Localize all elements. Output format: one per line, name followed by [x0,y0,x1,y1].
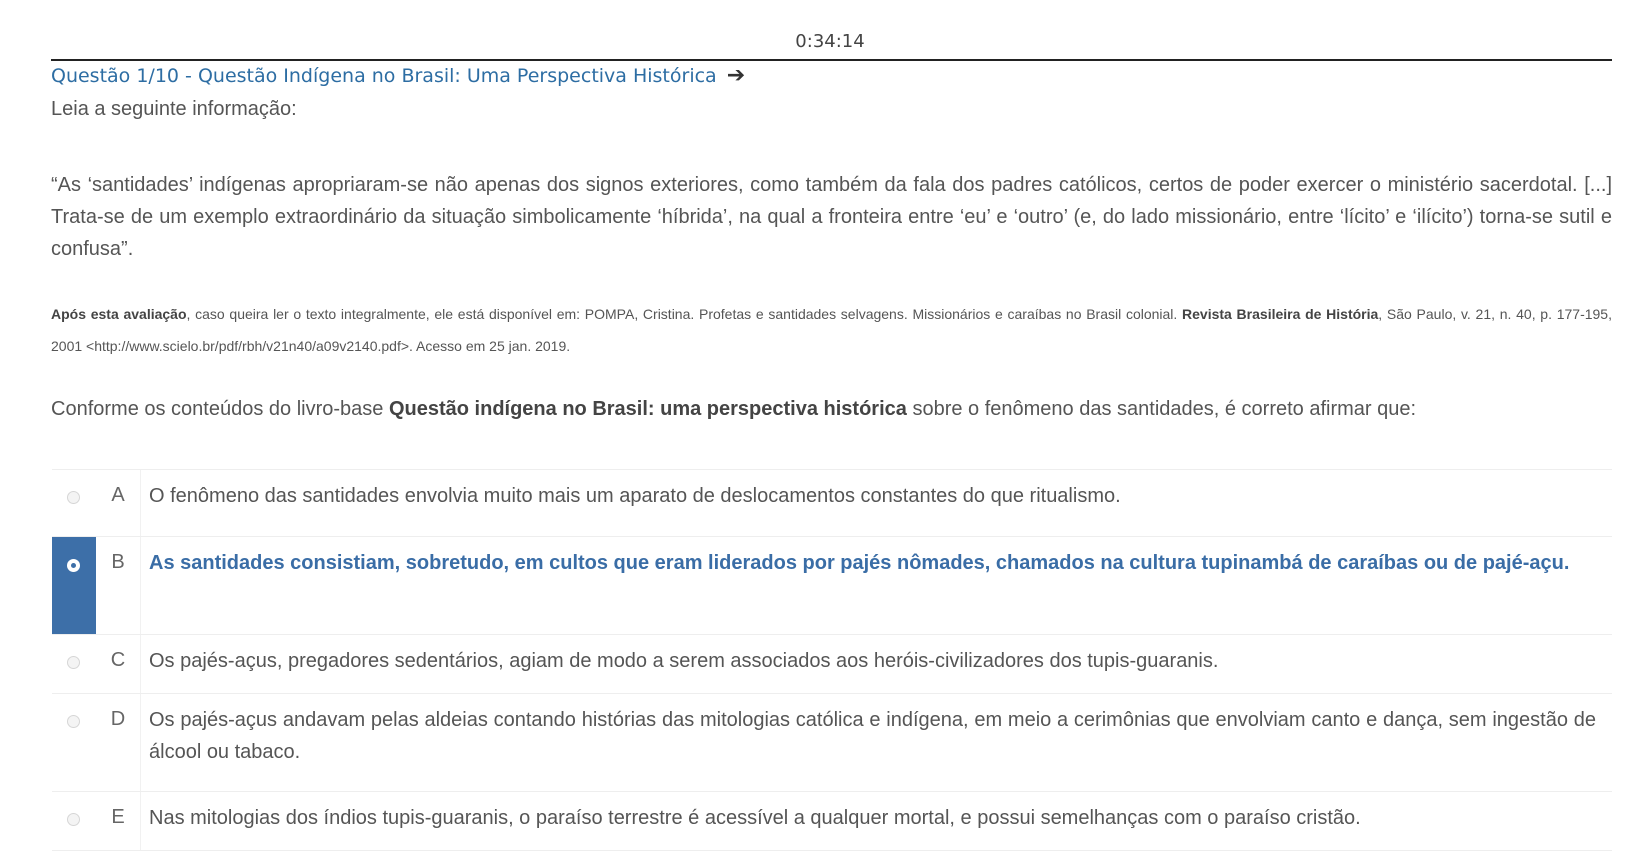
prompt-before: Conforme os conteúdos do livro-base [51,398,389,420]
option-letter: C [110,649,126,671]
question-title-text: Questão 1/10 - Questão Indígena no Brasil: Uma Perspectiva Histórica [51,65,717,87]
option-text[interactable]: Os pajés-açus andavam pelas aldeias contando histórias das mitologias católica e indígena, em meio a cerimônias que envolviam canto e dança, sem ingestão de álcool ou tabaco. [140,694,1612,791]
option-b[interactable] [52,537,1612,635]
option-e-radio-cell[interactable] [52,792,96,850]
answer-options [52,469,1612,851]
question-quote: “As ‘santidades’ indígenas apropriaram-se não apenas dos signos exteriores, como também da fala dos padres católicos, certos de poder exercer o ministério sacerdotal. [...] Trata-se de um exemplo extraordinário da situação simbolicamente ‘híbrida’, na qual a fronteira entre ‘eu’ e ‘outro’ (e, do lado missionário, entre ‘lícito’ e ‘ilícito’) torna-se sutil e confusa”. [51,174,1612,260]
question-instruction: Leia a seguinte informação: [51,98,297,120]
option-b-radio-cell[interactable] [52,537,96,634]
option-d[interactable] [52,694,1612,792]
radio-selected-icon[interactable] [67,559,80,572]
option-letter: B [111,551,125,573]
option-text[interactable]: As santidades consistiam, sobretudo, em cultos que eram liderados por pajés nômades, chamados na cultura tupinambá de caraíbas ou de pajé-açu. [140,537,1612,634]
prompt-book: Questão indígena no Brasil: uma perspectiva histórica [388,398,907,420]
reference-lead: Após esta avaliação [51,306,187,322]
option-letter: D [110,708,126,730]
prompt-after: sobre o fenômeno das santidades, é correto afirmar que: [906,398,1417,420]
option-a[interactable] [52,470,1612,537]
option-text[interactable]: O fenômeno das santidades envolvia muito mais um aparato de deslocamentos constantes do que ritualismo. [140,470,1612,536]
radio-icon[interactable] [67,715,80,728]
question-prompt [51,398,1612,421]
option-d-radio-cell[interactable] [52,694,96,791]
timer: 0:34:14 [795,31,865,52]
question-reference [51,298,1612,362]
option-letter: E [111,806,125,828]
option-text[interactable]: Nas mitologias dos índios tupis-guaranis, o paraíso terrestre é acessível a qualquer mortal, e possui semelhanças com o paraíso cristão. [140,792,1612,850]
option-c-radio-cell[interactable] [52,635,96,693]
radio-icon[interactable] [67,813,80,826]
option-e[interactable] [52,792,1612,851]
arrow-right-icon[interactable]: ➔ [726,63,746,88]
radio-icon[interactable] [67,491,80,504]
option-letter: A [111,484,125,506]
option-c[interactable] [52,635,1612,694]
reference-text-2: , São Paulo, v. 21, n. 40, p. 177-195, 2001 <http://www.scielo.br/pdf/rbh/v21n40/a09v2140.pdf>. Acesso em 25 jan. 2019. [51,306,1612,354]
reference-journal: Revista Brasileira de História [1182,306,1379,322]
option-a-radio-cell[interactable] [52,470,96,536]
reference-text-1: , caso queira ler o texto integralmente, ele está disponível em: POMPA, Cristina. Profetas e santidades selvagens. Missionários e caraíbas no Brasil colonial. [186,306,1183,322]
radio-icon[interactable] [67,656,80,669]
header-divider [51,59,1612,61]
question-title [51,63,745,88]
option-text[interactable]: Os pajés-açus, pregadores sedentários, agiam de modo a serem associados aos heróis-civilizadores dos tupis-guaranis. [140,635,1612,693]
